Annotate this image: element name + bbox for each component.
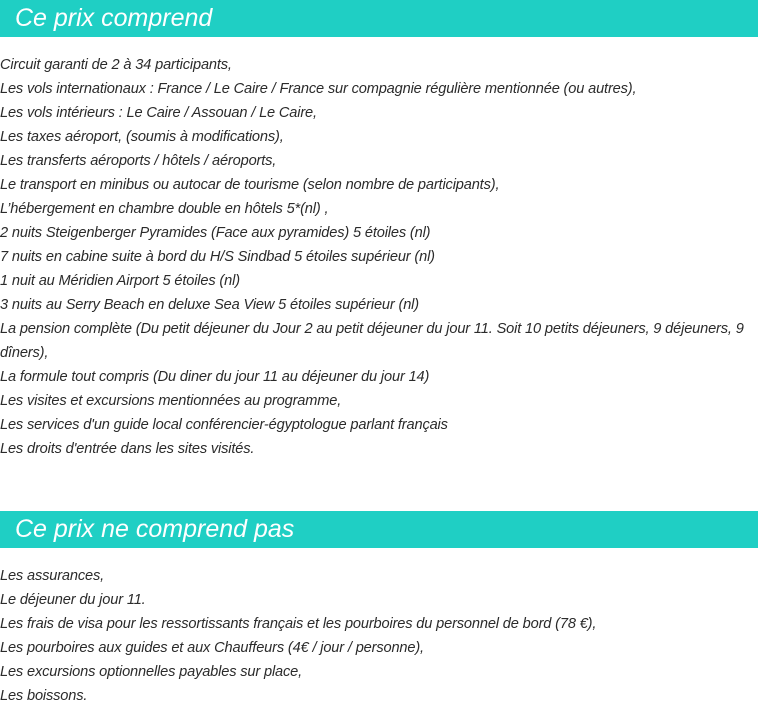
included-item: 2 nuits Steigenberger Pyramides (Face aux pyramides) 5 étoiles (nl) xyxy=(0,225,431,241)
excluded-items-list xyxy=(0,564,750,708)
included-item: Les transferts aéroports / hôtels / aéroports, xyxy=(0,153,277,169)
excluded-section-title: Ce prix ne comprend pas xyxy=(15,515,295,543)
included-item: Les vols intérieurs : Le Caire / Assouan / Le Caire, xyxy=(0,105,317,121)
included-section-title: Ce prix comprend xyxy=(15,4,213,32)
included-item: La formule tout compris (Du diner du jour 11 au déjeuner du jour 14) xyxy=(0,369,430,385)
included-item: 3 nuits au Serry Beach en deluxe Sea View 5 étoiles supérieur (nl) xyxy=(0,297,419,313)
included-item: Les vols internationaux : France / Le Caire / France sur compagnie régulière mentionnée (ou autres), xyxy=(0,81,637,97)
excluded-item: Les excursions optionnelles payables sur place, xyxy=(0,664,303,680)
included-item: Les taxes aéroport, (soumis à modifications), xyxy=(0,129,284,145)
included-item: 7 nuits en cabine suite à bord du H/S Sindbad 5 étoiles supérieur (nl) xyxy=(0,249,435,265)
included-item: Le transport en minibus ou autocar de tourisme (selon nombre de participants), xyxy=(0,177,500,193)
included-item: 1 nuit au Méridien Airport 5 étoiles (nl) xyxy=(0,273,240,289)
included-item: Les visites et excursions mentionnées au programme, xyxy=(0,393,342,409)
excluded-item: Le déjeuner du jour 11. xyxy=(0,592,146,608)
excluded-item: Les boissons. xyxy=(0,688,88,704)
included-items-list xyxy=(0,53,750,461)
included-item: Circuit garanti de 2 à 34 participants, xyxy=(0,57,232,73)
included-item: La pension complète (Du petit déjeuner du Jour 2 au petit déjeuner du jour 11. Soit 10 petits déjeuners, 9 déjeuners, 9 dîners), xyxy=(0,321,744,361)
included-item: Les droits d'entrée dans les sites visités. xyxy=(0,441,255,457)
excluded-item: Les frais de visa pour les ressortissants français et les pourboires du personnel de bord (78 €), xyxy=(0,616,597,632)
excluded-item: Les pourboires aux guides et aux Chauffeurs (4€ / jour / personne), xyxy=(0,640,424,656)
excluded-item: Les assurances, xyxy=(0,568,105,584)
included-item: L’hébergement en chambre double en hôtels 5*(nl) , xyxy=(0,201,329,217)
excluded-section-header xyxy=(0,511,758,548)
included-item: Les services d'un guide local conférencier-égyptologue parlant français xyxy=(0,417,448,433)
included-section-header xyxy=(0,0,758,37)
